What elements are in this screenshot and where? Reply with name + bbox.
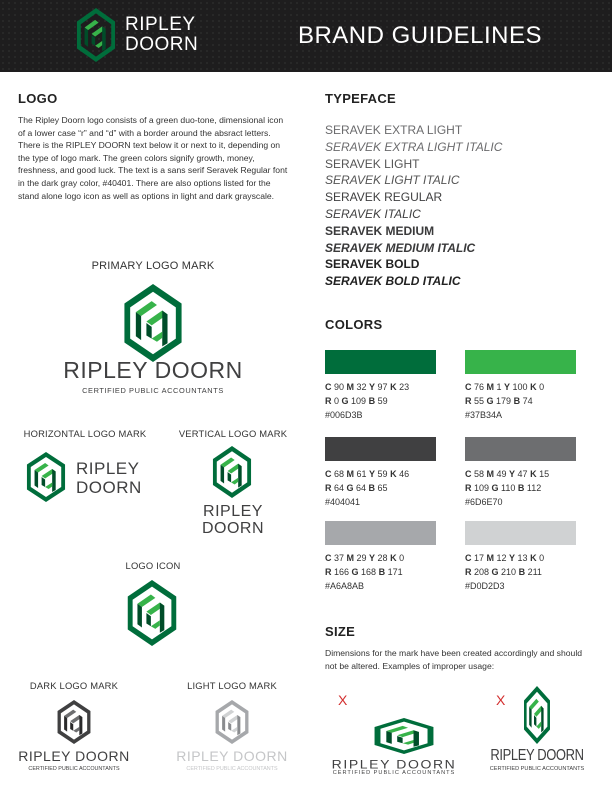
cmyk-values — [465, 551, 544, 565]
cmyk-value: 61 — [354, 469, 370, 479]
vertical-wordmark-line1: RIPLEY — [203, 503, 263, 520]
cmyk-label: C — [325, 382, 332, 392]
rgb-values — [465, 394, 544, 408]
rgb-label: R — [325, 396, 332, 406]
size-description: Dimensions for the mark have been created accordingly and should not be altered. Examples of improper usage: — [325, 648, 583, 671]
color-values — [465, 380, 544, 422]
cmyk-label: M — [346, 553, 355, 563]
cmyk-value: 0 — [536, 382, 545, 392]
rgb-values — [465, 481, 549, 495]
hex-value: #006D3B — [325, 410, 363, 420]
rgb-value: 168 — [358, 567, 379, 577]
primary-logo-icon — [120, 284, 186, 362]
rgb-label: R — [465, 396, 472, 406]
cmyk-label: K — [390, 553, 397, 563]
primary-logo-tagline: CERTIFIED PUBLIC ACCOUNTANTS — [82, 386, 224, 395]
typeface-sample: SERAVEK EXTRA LIGHT ITALIC — [325, 139, 503, 154]
rgb-label: G — [491, 567, 499, 577]
cmyk-values — [465, 467, 549, 481]
horizontal-logo-icon — [24, 452, 68, 502]
hex-value: #37B34A — [465, 410, 503, 420]
vertical-logo-wordmark — [160, 503, 306, 537]
rgb-values — [325, 394, 409, 408]
cmyk-label: M — [346, 469, 355, 479]
icon-logo-label: LOGO ICON — [125, 560, 181, 571]
cmyk-label: Y — [509, 469, 516, 479]
rgb-label: B — [378, 567, 386, 577]
color-values — [465, 467, 549, 509]
cmyk-value: 90 — [331, 382, 347, 392]
typeface-sample: SERAVEK ITALIC — [325, 206, 421, 221]
horizontal-wordmark-line1: RIPLEY — [76, 459, 140, 478]
improper-usage-mark: X — [496, 692, 506, 708]
cmyk-value: 12 — [494, 553, 510, 563]
rgb-value: 109 — [471, 483, 492, 493]
rgb-label: B — [368, 483, 376, 493]
rgb-value: 210 — [498, 567, 519, 577]
horizontal-logo-wordmark — [76, 459, 142, 497]
rgb-label: R — [325, 483, 332, 493]
color-swatch — [325, 437, 436, 461]
cmyk-value: 0 — [396, 553, 405, 563]
cmyk-values — [325, 380, 409, 394]
typeface-sample: SERAVEK BOLD — [325, 257, 420, 272]
cmyk-value: 68 — [331, 469, 347, 479]
cmyk-value: 32 — [354, 382, 370, 392]
header-wordmark — [125, 15, 198, 55]
color-swatch — [465, 437, 576, 461]
color-values — [325, 551, 404, 593]
cmyk-label: K — [530, 469, 537, 479]
cmyk-value: 47 — [515, 469, 531, 479]
rgb-value: 208 — [471, 567, 492, 577]
vertical-logo-label: VERTICAL LOGO MARK — [178, 428, 288, 439]
typeface-sample: SERAVEK LIGHT ITALIC — [325, 173, 460, 188]
logo-heading: LOGO — [18, 91, 58, 106]
cmyk-label: C — [325, 469, 332, 479]
cmyk-value: 0 — [536, 553, 545, 563]
rgb-values — [325, 481, 409, 495]
cmyk-label: Y — [369, 382, 376, 392]
cmyk-label: M — [486, 469, 495, 479]
header-wordmark-line1: RIPLEY — [125, 14, 196, 35]
cmyk-label: C — [465, 382, 472, 392]
cmyk-label: C — [465, 469, 472, 479]
cmyk-value: 28 — [375, 553, 391, 563]
cmyk-label: K — [390, 382, 397, 392]
cmyk-label: K — [530, 382, 537, 392]
color-values — [325, 467, 409, 509]
typeface-heading: TYPEFACE — [325, 91, 397, 106]
rgb-value: 109 — [348, 396, 369, 406]
cmyk-value: 17 — [471, 553, 487, 563]
light-logo-icon — [213, 700, 251, 744]
cmyk-value: 37 — [331, 553, 347, 563]
rgb-value: 55 — [471, 396, 487, 406]
vertical-logo-icon — [210, 446, 254, 498]
stretched-logo-tagline: CERTIFIED PUBLIC ACCOUNTANTS — [332, 770, 456, 776]
cmyk-value: 1 — [494, 382, 505, 392]
rgb-value: 179 — [493, 396, 514, 406]
rgb-label: G — [486, 396, 494, 406]
cmyk-label: M — [486, 382, 495, 392]
rgb-value: 59 — [375, 396, 388, 406]
cmyk-values — [325, 551, 404, 565]
rgb-label: G — [351, 567, 359, 577]
rgb-values — [325, 565, 404, 579]
hex-value: #A6A8AB — [325, 581, 365, 591]
vertical-wordmark-line2: DOORN — [201, 520, 265, 537]
typeface-sample: SERAVEK BOLD ITALIC — [325, 274, 461, 289]
standalone-logo-icon — [124, 580, 180, 646]
cmyk-value: 13 — [515, 553, 531, 563]
improper-usage-mark: X — [338, 692, 348, 708]
cmyk-label: M — [346, 382, 355, 392]
hex-value: #D0D2D3 — [465, 581, 505, 591]
rgb-label: R — [465, 567, 472, 577]
page-title: BRAND GUIDELINES — [297, 22, 542, 49]
cmyk-value: 49 — [494, 469, 510, 479]
stretched-logo-icon — [370, 718, 438, 754]
cmyk-label: K — [390, 469, 397, 479]
typeface-list — [325, 122, 502, 290]
rgb-value: 64 — [331, 483, 347, 493]
cmyk-label: M — [486, 553, 495, 563]
horizontal-logo-label: HORIZONTAL LOGO MARK — [23, 428, 147, 439]
cmyk-value: 15 — [536, 469, 550, 479]
horizontal-wordmark-line2: DOORN — [76, 478, 142, 497]
color-swatch — [325, 521, 436, 545]
primary-logo-wordmark: RIPLEY DOORN — [63, 357, 243, 383]
rgb-label: B — [368, 396, 376, 406]
rgb-label: G — [341, 396, 349, 406]
typeface-sample: SERAVEK EXTRA LIGHT — [325, 123, 463, 137]
rgb-value: 211 — [525, 567, 542, 577]
typeface-sample: SERAVEK LIGHT — [325, 156, 420, 171]
header-wordmark-line2: DOORN — [125, 34, 199, 55]
rgb-label: R — [325, 567, 332, 577]
cmyk-label: Y — [369, 553, 376, 563]
cmyk-values — [465, 380, 544, 394]
cmyk-value: 100 — [510, 382, 531, 392]
color-swatch — [465, 350, 576, 374]
cmyk-value: 58 — [471, 469, 487, 479]
dark-logo-icon — [55, 700, 93, 744]
cmyk-label: K — [530, 553, 537, 563]
rgb-value: 171 — [385, 567, 403, 577]
hex-value: #404041 — [325, 497, 361, 507]
cmyk-values — [325, 467, 409, 481]
rgb-value: 166 — [331, 567, 352, 577]
rgb-value: 65 — [375, 483, 388, 493]
cmyk-value: 59 — [375, 469, 391, 479]
logo-description: The Ripley Doorn logo consists of a green duo-tone, dimensional icon of a lower case “r” and “d” with a border around the absract letters. There is the RIPLEY DOORN text below it or next to it, depending on the type of logo mark. The green colors signify growth, money, freshness, and good luck. The text is a sans serif Seravek Regular font in the dark gray color, #40401. There are also options listed for the stand alone logo icon as well as options in light and dark grayscale. — [18, 115, 288, 201]
dark-logo-tagline: CERTIFIED PUBLIC ACCOUNTANTS — [28, 766, 120, 772]
primary-logo-label: PRIMARY LOGO MARK — [91, 260, 215, 272]
typeface-sample: SERAVEK MEDIUM ITALIC — [325, 240, 476, 255]
squished-logo-icon — [522, 686, 552, 744]
rgb-value: 64 — [353, 483, 369, 493]
colors-heading: COLORS — [325, 317, 383, 332]
color-values — [325, 380, 409, 422]
rgb-label: G — [346, 483, 354, 493]
color-swatch — [465, 521, 576, 545]
color-values — [465, 551, 544, 593]
cmyk-value: 97 — [375, 382, 391, 392]
typeface-sample: SERAVEK MEDIUM — [325, 223, 435, 238]
rgb-label: B — [513, 396, 521, 406]
light-logo-wordmark: RIPLEY DOORN — [176, 748, 288, 764]
squished-logo-tagline: CERTIFIED PUBLIC ACCOUNTANTS — [489, 766, 585, 772]
cmyk-value: 46 — [396, 469, 410, 479]
rgb-label: B — [518, 567, 526, 577]
rgb-values — [465, 565, 544, 579]
hex-value: #6D6E70 — [465, 497, 503, 507]
rgb-label: G — [491, 483, 499, 493]
color-swatch — [325, 350, 436, 374]
rgb-value: 0 — [331, 396, 342, 406]
light-logo-tagline: CERTIFIED PUBLIC ACCOUNTANTS — [186, 766, 278, 772]
cmyk-label: Y — [504, 382, 511, 392]
stretched-logo-wordmark: RIPLEY DOORN — [331, 757, 457, 771]
cmyk-label: Y — [369, 469, 376, 479]
rgb-label: B — [517, 483, 525, 493]
light-logo-label: LIGHT LOGO MARK — [187, 680, 277, 691]
cmyk-value: 76 — [471, 382, 487, 392]
rgb-label: R — [465, 483, 472, 493]
squished-logo-wordmark: RIPLEY DOORN — [490, 745, 584, 764]
cmyk-label: Y — [509, 553, 516, 563]
header-bar — [0, 0, 612, 72]
dark-logo-wordmark: RIPLEY DOORN — [18, 748, 130, 764]
cmyk-value: 29 — [354, 553, 370, 563]
size-heading: SIZE — [325, 624, 356, 639]
cmyk-value: 23 — [396, 382, 410, 392]
cmyk-label: C — [465, 553, 472, 563]
rgb-value: 110 — [498, 483, 518, 493]
rgb-value: 74 — [520, 396, 533, 406]
rgb-value: 112 — [524, 483, 542, 493]
typeface-sample: SERAVEK REGULAR — [325, 190, 443, 205]
cmyk-label: C — [325, 553, 332, 563]
dark-logo-label: DARK LOGO MARK — [29, 680, 119, 691]
brand-logo-icon — [74, 8, 118, 62]
